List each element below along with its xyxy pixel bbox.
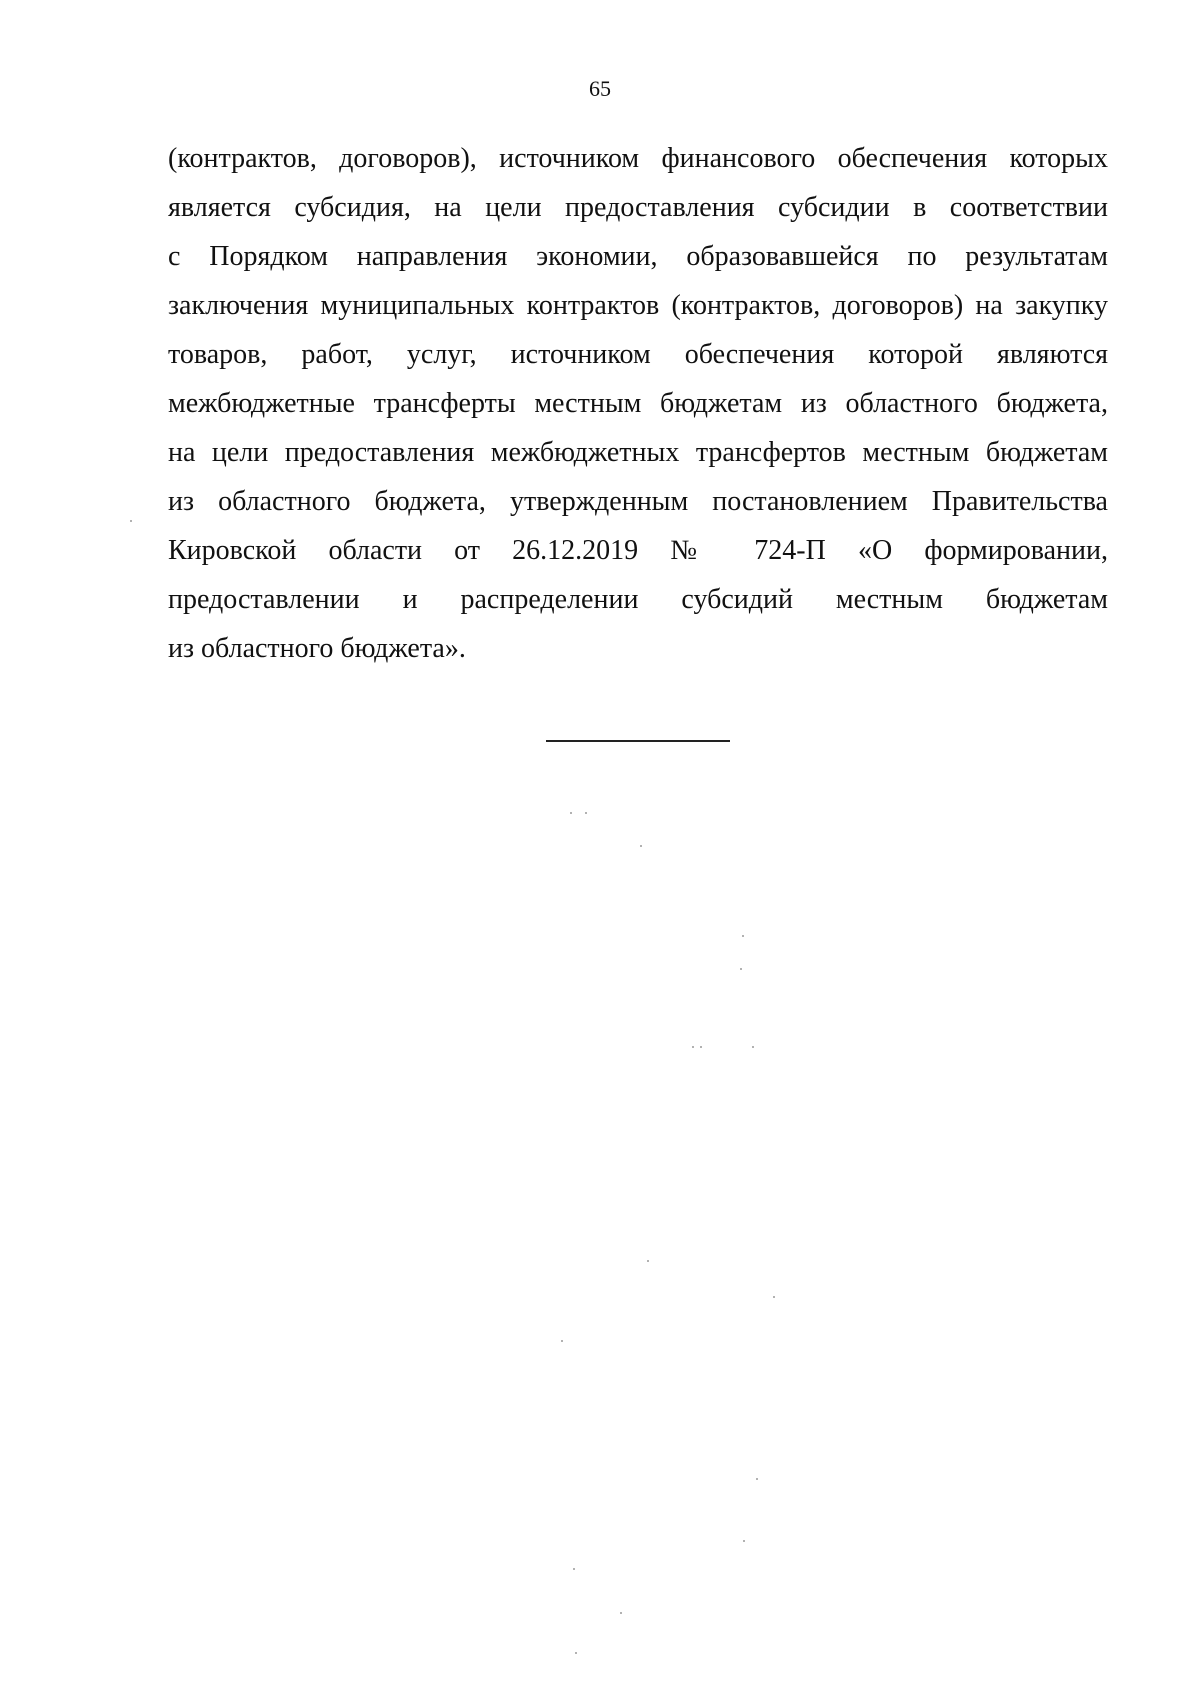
scan-speck xyxy=(130,520,132,522)
text-line: предоставлении и распределении субсидий местным бюджетам xyxy=(168,584,1108,615)
scan-speck xyxy=(752,1046,754,1048)
text-line: заключения муниципальных контрактов (контрактов, договоров) на закупку xyxy=(168,290,1108,321)
scan-speck xyxy=(742,935,744,937)
scan-speck xyxy=(647,1260,649,1262)
scan-speck xyxy=(575,1652,577,1654)
text-line: является субсидия, на цели предоставления субсидии в соответствии xyxy=(168,192,1108,223)
scan-speck xyxy=(740,968,742,970)
scan-speck xyxy=(561,1340,563,1342)
scan-speck xyxy=(620,1612,622,1614)
text-line: межбюджетные трансферты местным бюджетам из областного бюджета, xyxy=(168,388,1108,419)
scan-speck xyxy=(700,1046,702,1048)
scan-speck xyxy=(585,812,587,814)
text-line: Кировской области от 26.12.2019 № 724-П «О формировании, xyxy=(168,535,1108,566)
scan-speck xyxy=(570,812,572,814)
scan-speck xyxy=(640,845,642,847)
scan-speck xyxy=(756,1478,758,1480)
end-of-document-rule xyxy=(546,740,730,742)
text-line: (контрактов, договоров), источником финансового обеспечения которых xyxy=(168,143,1108,174)
scan-speck xyxy=(692,1046,694,1048)
scan-speck xyxy=(573,1568,575,1570)
text-line: с Порядком направления экономии, образовавшейся по результатам xyxy=(168,241,1108,272)
document-body-text xyxy=(168,134,1108,673)
scan-speck xyxy=(773,1296,775,1298)
text-line: из областного бюджета, утвержденным постановлением Правительства xyxy=(168,486,1108,517)
text-line-last: из областного бюджета». xyxy=(168,633,466,664)
text-line: товаров, работ, услуг, источником обеспечения которой являются xyxy=(168,339,1108,370)
page-number: 65 xyxy=(589,76,611,101)
text-line: на цели предоставления межбюджетных трансфертов местным бюджетам xyxy=(168,437,1108,468)
scan-speck xyxy=(743,1540,745,1542)
